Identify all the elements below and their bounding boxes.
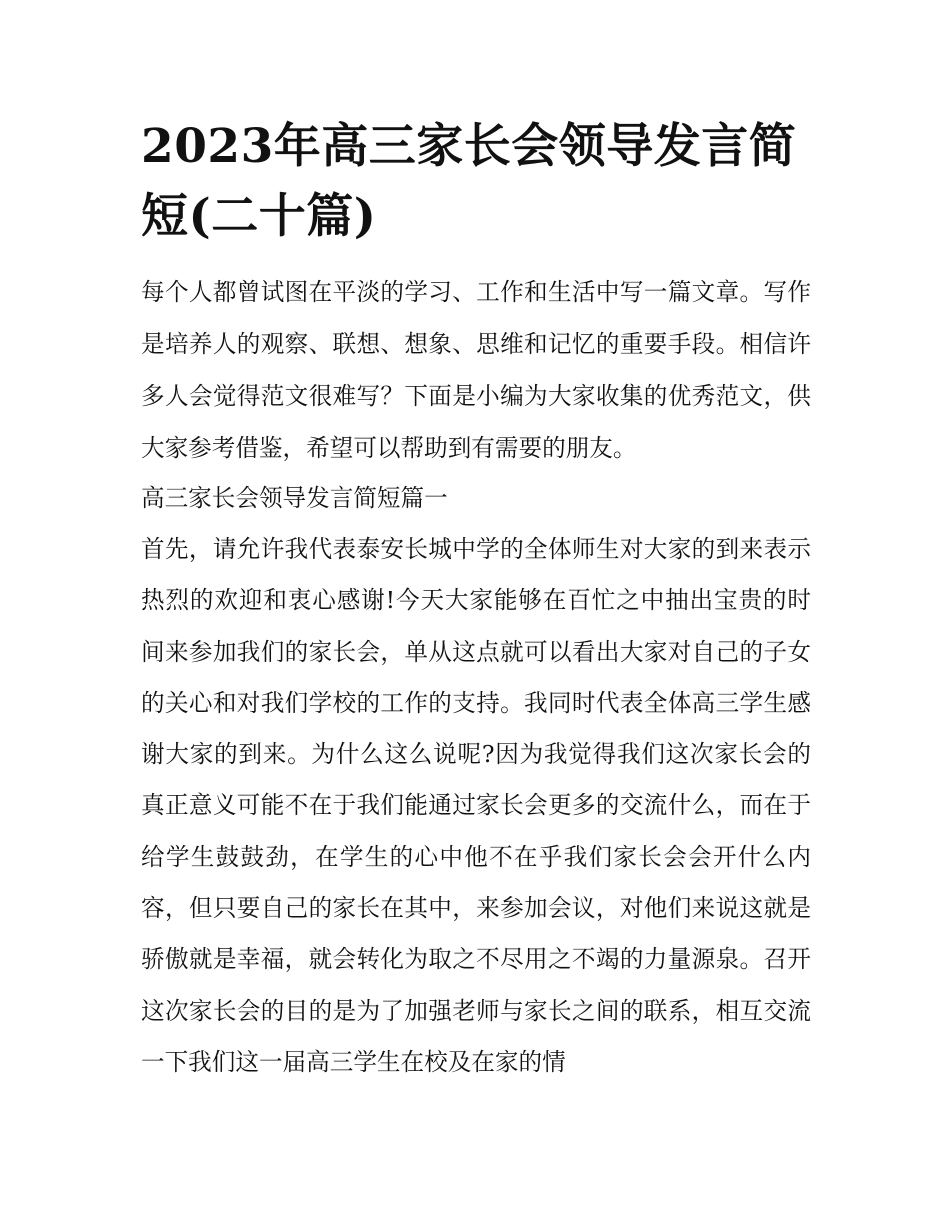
document-title: 2023年高三家长会领导发言简短(二十篇) (141, 119, 797, 244)
intro-paragraph: 每个人都曾试图在平淡的学习、工作和生活中写一篇文章。写作是培养人的观察、联想、想象、思维和记忆的重要手段。相信许多人会觉得范文很难写？下面是小编为大家收集的优秀范文，供大家参考借鉴，希望可以帮助到有需要的朋友。 (141, 278, 811, 462)
body-paragraph: 首先，请允许我代表泰安长城中学的全体师生对大家的到来表示热烈的欢迎和衷心感谢!今天大家能够在百忙之中抽出宝贵的时间来参加我们的家长会，单从这点就可以看出大家对自己的子女的关心和对我们学校的工作的支持。我同时代表全体高三学生感谢大家的到来。为什么这么说呢?因为我觉得我们这次家长会的真正意义可能不在于我们能通过家长会更多的交流什么，而在于给学生鼓鼓劲，在学生的心中他不在乎我们家长会会开什么内容，但只要自己的家长在其中，来参加会议，对他们来说这就是骄傲就是幸福，就会转化为取之不尽用之不竭的力量源泉。召开这次家长会的目的是为了加强老师与家长之间的联系，相互交流一下我们这一届高三学生在校及在家的情 (141, 535, 811, 1076)
document-page (141, 112, 811, 1088)
section-heading: 高三家长会领导发言简短篇一 (141, 484, 448, 512)
